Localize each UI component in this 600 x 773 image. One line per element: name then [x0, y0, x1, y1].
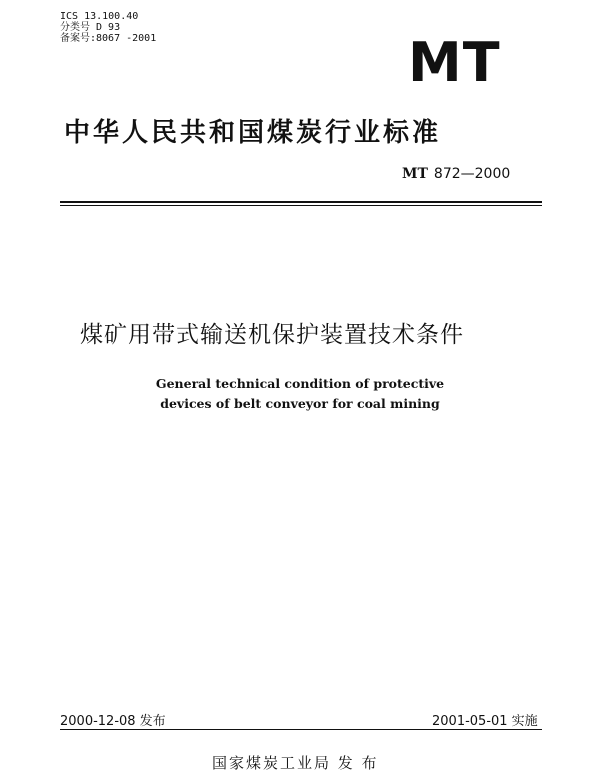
classification-code: 分类号 D 93 [60, 22, 121, 33]
document-title-en [0, 374, 600, 414]
standard-number [402, 166, 510, 182]
record-number: 备案号:8067 -2001 [60, 33, 157, 44]
standard-code: 872—2000 [433, 166, 511, 182]
bottom-divider [60, 729, 542, 730]
top-divider-thin [60, 205, 542, 206]
title-en-line2: devices of belt conveyor for coal mining [160, 396, 440, 411]
document-title-cn: 煤矿用带式输送机保护装置技术条件 [80, 322, 464, 348]
top-divider [60, 201, 542, 203]
issue-date: 2000-12-08 发布 [60, 714, 166, 729]
standard-prefix: MT [402, 166, 428, 182]
title-en-line1: General technical condition of protective [155, 376, 445, 391]
mt-logo: MT [408, 31, 501, 94]
standard-title: 中华人民共和国煤炭行业标准 [64, 118, 442, 148]
implementation-date: 2001-05-01 实施 [432, 714, 538, 729]
ics-code: ICS 13.100.40 [60, 11, 139, 22]
publisher: 国家煤炭工业局 发 布 [212, 754, 379, 772]
header-codes [60, 11, 156, 44]
